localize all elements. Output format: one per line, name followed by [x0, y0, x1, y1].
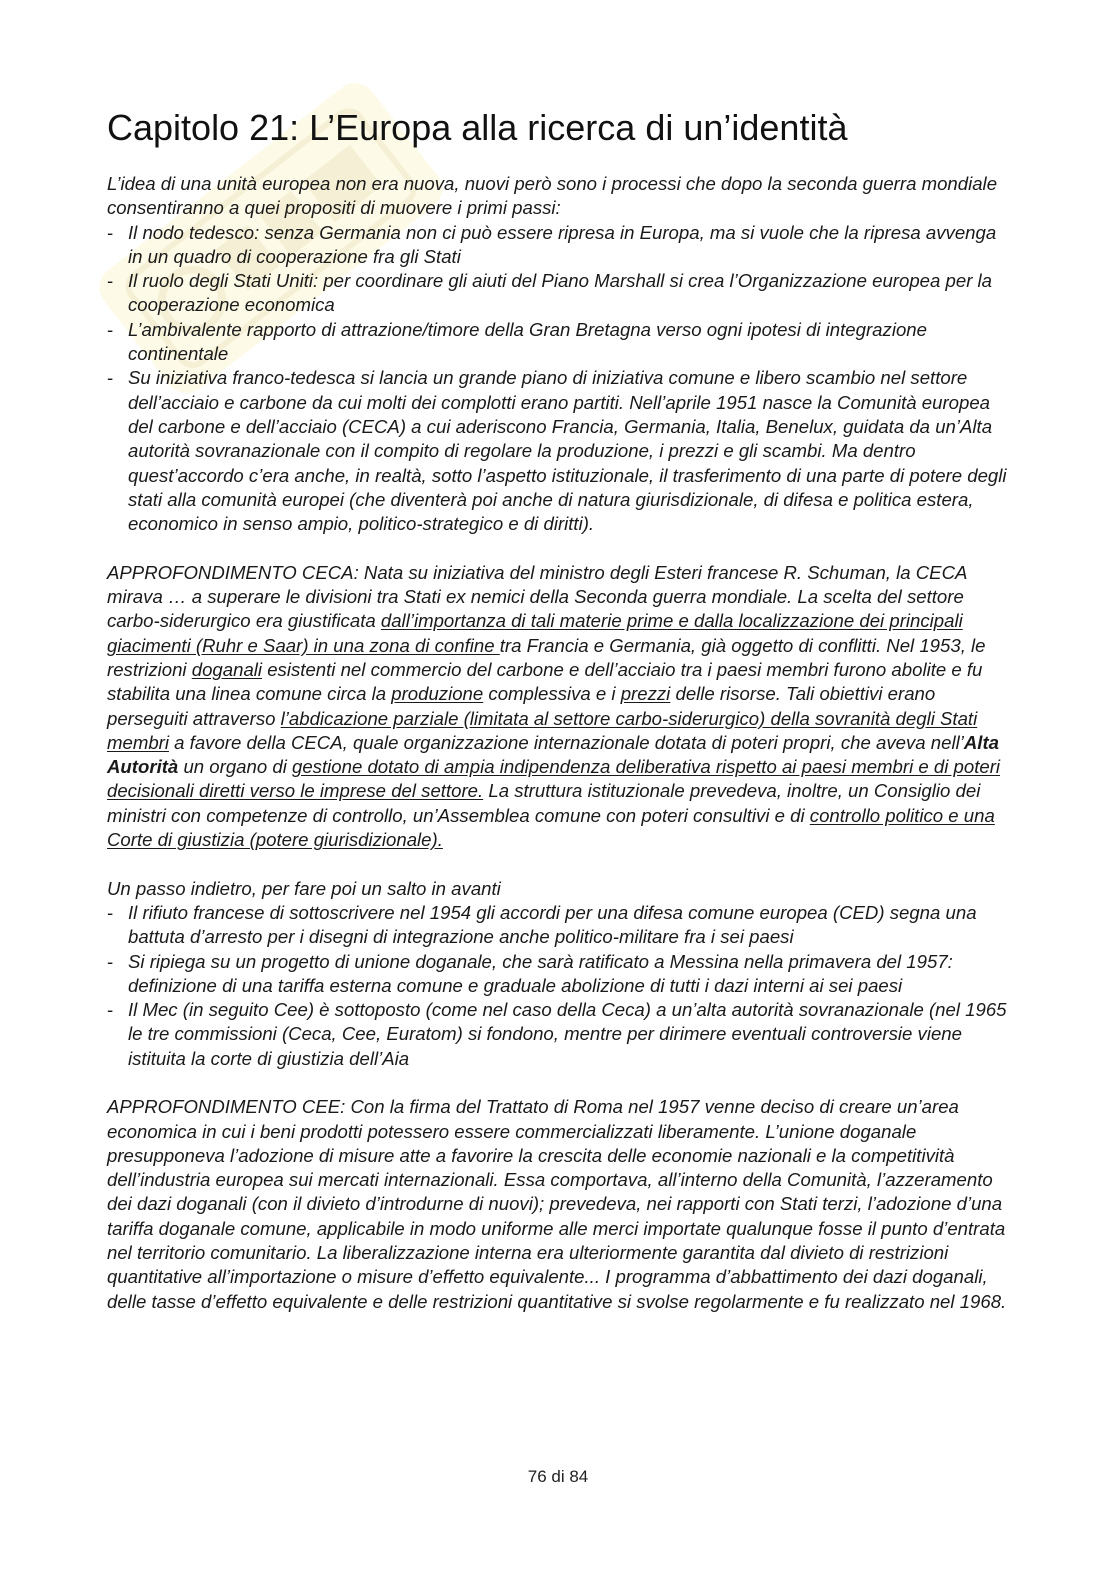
ceca-paragraph: APPROFONDIMENTO CECA: Nata su iniziativa del ministro degli Esteri francese R. Schuman, la CECA mirava … a superare le divisioni tra Stati ex nemici della Seconda guerra mondiale. La scelta del settore carbo-siderurgico era giustificata dall’importanza di tali materie prime e dalla localizzazione dei principali giacimenti (Ruhr e Saar) in una zona di confine tra Francia e Germania, già oggetto di conflitti. Nel 1953, le restrizioni doganali esistenti nel commercio del carbone e dell’acciaio tra i paesi membri furono abolite e fu stabilita una linea comune circa la produzione complessiva e i prezzi delle risorse. Tali obiettivi erano perseguiti attraverso l’abdicazione parziale (limitata al settore carbo-siderurgico) della sovranità degli Stati membri a favore della CECA, quale organizzazione internazionale dotata di poteri propri, che aveva nell’Alta Autorità un organo di gestione dotato di ampia indipendenza deliberativa rispetto ai paesi membri e di poteri decisionali diretti verso le imprese del settore. La struttura istituzionale prevedeva, inoltre, un Consiglio dei ministri con competenze di controllo, un’Assemblea comune con poteri consultivi e di controllo politico e una Corte di giustizia (potere giurisdizionale).: [107, 561, 1001, 851]
dash-bullet: -: [107, 318, 114, 340]
document-page: [107, 104, 1007, 1314]
intro-paragraph: L’idea di una unità europea non era nuova, nuovi però sono i processi che dopo la seconda guerra mondiale consentiranno a quei propositi di muovere i primi passi:: [107, 173, 998, 219]
list-item: - Il ruolo degli Stati Uniti: per coordinare gli aiuti del Piano Marshall si crea l’Organizzazione europea per la cooperazione economica: [107, 270, 993, 316]
page-title: Capitolo 21: L’Europa alla ricerca di un’identità: [107, 107, 848, 148]
dash-bullet: -: [107, 901, 114, 923]
intro-list: [107, 221, 1007, 537]
dash-bullet: -: [107, 270, 114, 292]
page-number: 76 di 84: [527, 1467, 589, 1486]
list-item: - Il nodo tedesco: senza Germania non ci può essere ripresa in Europa, ma si vuole che la ripresa avvenga in un quadro di cooperazione fra gli Stati: [107, 221, 997, 267]
list-item: - Si ripiega su un progetto di unione doganale, che sarà ratificato a Messina nella primavera del 1957: definizione di una tariffa esterna comune e graduale abolizione di tutti i dazi interni ai sei paesi: [107, 950, 953, 996]
dash-bullet: -: [107, 999, 114, 1021]
list-item: - L’ambivalente rapporto di attrazione/timore della Gran Bretagna verso ogni ipotesi di integrazione continentale: [107, 318, 927, 365]
list-item: - Il rifiuto francese di sottoscrivere nel 1954 gli accordi per una difesa comune europea (CED) segna una battuta d’arresto per i disegni di integrazione anche politico-militare fra i sei paesi: [107, 901, 977, 948]
dash-bullet: -: [107, 367, 114, 389]
dash-bullet: -: [107, 221, 114, 243]
cee-paragraph: APPROFONDIMENTO CEE: Con la firma del Trattato di Roma nel 1957 venne deciso di creare un’area economica in cui i beni prodotti potessero essere commercializzati liberamente. L’unione doganale presupponeva l’adozione di misure atte a favorire la crescita delle economie nazionali e la competitività dell’industria europea sui mercati internazionali. Essa comportava, all’interno della Comunità, l’azzeramento dei dazi doganali (con il divieto d’introdurne di nuovi); prevedeva, nei rapporti con Stati terzi, l’adozione d’una tariffa doganale comune, applicabile in modo uniforme alle merci importate qualunque fosse il punto d’entrata nel territorio comunitario. La liberalizzazione interna era ulteriormente garantita dal divieto di restrizioni quantitative all’importazione o misure d’effetto equivalente... I programma d’abbattimento dei dazi doganali, delle tasse d’effetto equivalente e delle restrizioni quantitative si svolse regolarmente e fu realizzato nel 1968.: [107, 1096, 1007, 1312]
dash-bullet: -: [107, 950, 114, 972]
list-item: - Il Mec (in seguito Cee) è sottoposto (come nel caso della Ceca) a un’alta autorità sovranazionale (nel 1965 le tre commissioni (Ceca, Cee, Euratom) si fondono, mentre per dirimere eventuali controversie viene istituita la corte di giustizia dell’Aia: [107, 999, 1007, 1069]
step-list: [107, 901, 1007, 1071]
section-heading: Un passo indietro, per fare poi un salto in avanti: [107, 877, 501, 899]
list-item: - Su iniziativa franco-tedesca si lancia un grande piano di iniziativa comune e libero scambio nel settore dell’acciaio e carbone da cui molti dei complotti erano partiti. Nell’aprile 1951 nasce la Comunità europea del carbone e dell’acciaio (CECA) a cui aderiscono Francia, Germania, Italia, Benelux, guidata da un’Alta autorità sovranazionale con il compito di regolare la produzione, i prezzi e gli scambi. Ma dentro quest’accordo c’era anche, in realtà, sotto l’aspetto istituzionale, il trasferimento di una parte di potere degli stati alla comunità europei (che diventerà poi anche di natura giurisdizionale, di difesa e politica estera, economico in senso ampio, politico-strategico e di diritti).: [107, 367, 1007, 535]
